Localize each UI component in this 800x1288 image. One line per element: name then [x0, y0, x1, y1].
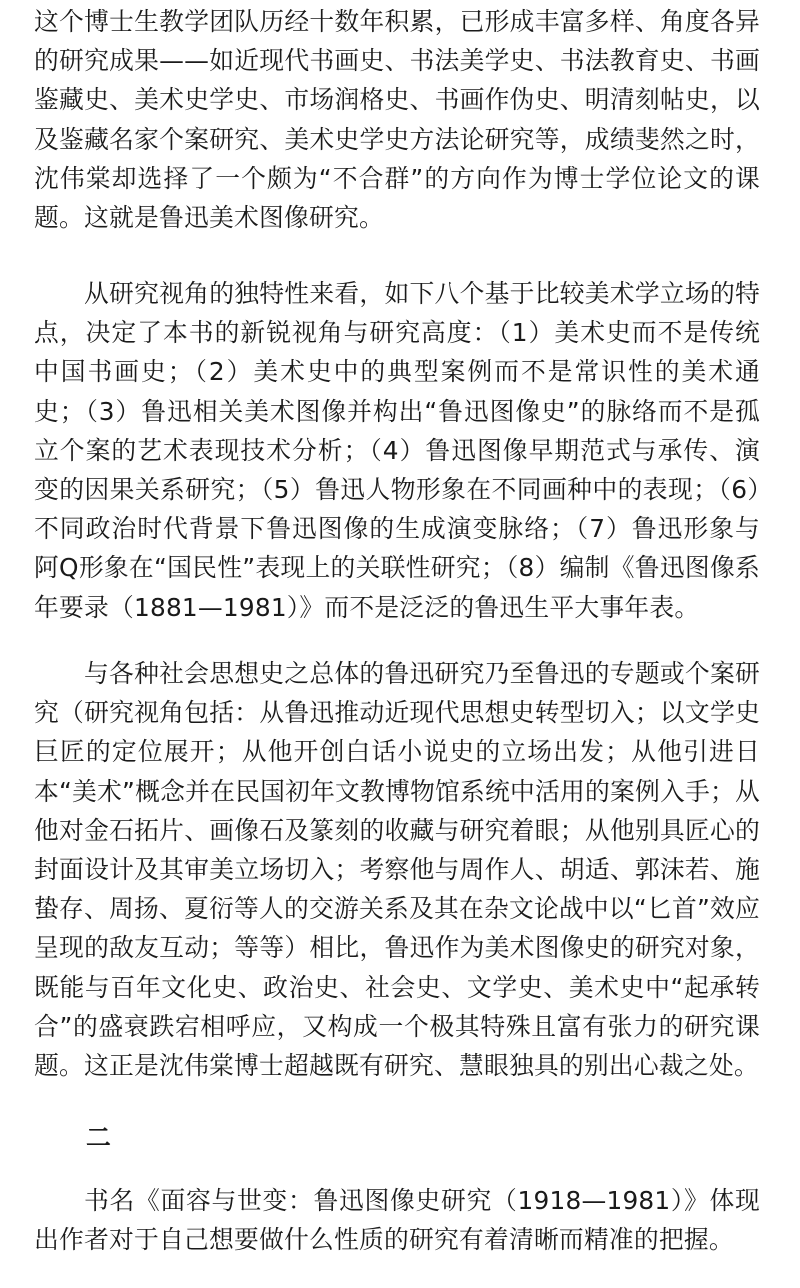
paragraph-2: 从研究视角的独特性来看，如下八个基于比较美术学立场的特点，决定了本书的新锐视角与研究高度：（1）美术史而不是传统中国书画史；（2）美术史中的典型案例而不是常识性的美术通史；（3）鲁迅相关美术图像并构出“鲁迅图像史”的脉络而不是孤立个案的艺术表现技术分析；（4）鲁迅图像早期范式与承传、演变的因果关系研究；（5）鲁迅人物形象在不同画种中的表现；（6）不同政治时代背景下鲁迅图像的生成演变脉络；（7）鲁迅形象与阿Q形象在“国民性”表现上的关联性研究；（8）编制《鲁迅图像系年要录（1881—1981）》而不是泛泛的鲁迅生平大事年表。 — [34, 279, 760, 622]
paragraph-4: 书名《面容与世变：鲁迅图像史研究（1918—1981）》体现出作者对于自己想要做什么性质的研究有着清晰而精准的把握。 — [34, 1186, 760, 1255]
paragraph-1: 这个博士生教学团队历经十数年积累，已形成丰富多样、角度各异的研究成果——如近现代书画史、书法美学史、书法教育史、书画鉴藏史、美术史学史、市场润格史、书画作伪史、明清刻帖史，以及鉴藏名家个案研究、美术史学史方法论研究等，成绩斐然之时，沈伟棠却选择了一个颇为“不合群”的方向作为博士学位论文的课题。这就是鲁迅美术图像研究。 — [34, 7, 760, 233]
paragraph-3: 与各种社会思想史之总体的鲁迅研究乃至鲁迅的专题或个案研究（研究视角包括：从鲁迅推动近现代思想史转型切入；以文学史巨匠的定位展开；从他开创白话小说史的立场出发；从他引进日本“美术”概念并在民国初年文教博物馆系统中活用的案例入手；从他对金石拓片、画像石及篆刻的收藏与研究着眼；从他别具匠心的封面设计及其审美立场切入；考察他与周作人、胡适、郭沫若、施蛰存、周扬、夏衍等人的交游关系及其在杂文论战中以“匕首”效应呈现的敌友互动；等等）相比，鲁迅作为美术图像史的研究对象，既能与百年文化史、政治史、社会史、文学史、美术史中“起承转合”的盛衰跌宕相呼应，又构成一个极其特殊且富有张力的研究课题。这正是沈伟棠博士超越既有研究、慧眼独具的别出心裁之处。 — [34, 659, 761, 1081]
section-heading: 二 — [86, 1123, 111, 1152]
